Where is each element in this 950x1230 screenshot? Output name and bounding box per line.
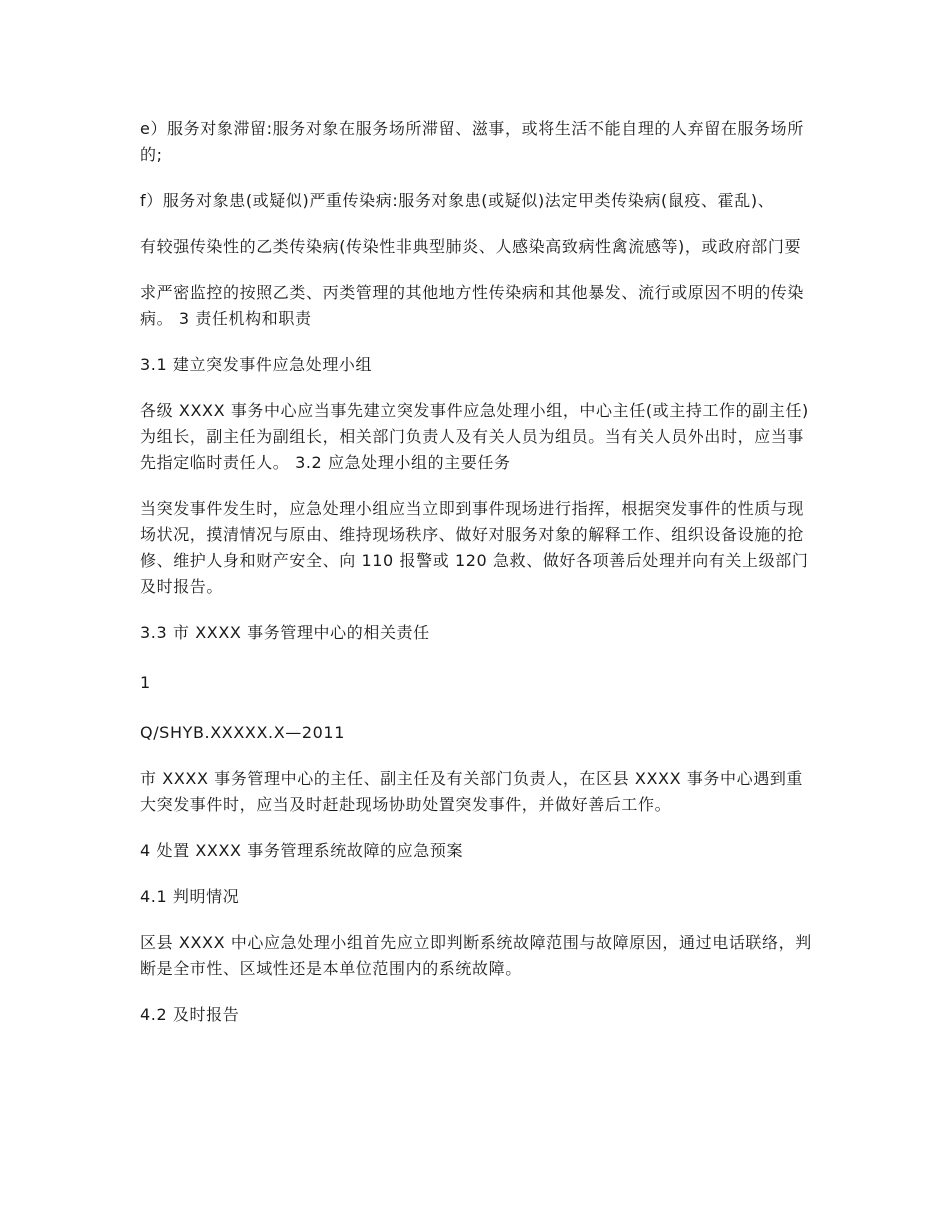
heading-4-2: 4.2 及时报告 xyxy=(140,1005,240,1024)
paragraph-f-infectious-disease: f）服务对象患(或疑似)严重传染病:服务对象患(或疑似)法定甲类传染病(鼠疫、霍乱)、 xyxy=(140,191,775,210)
heading-4: 4 处置 XXXX 事务管理系统故障的应急预案 xyxy=(140,841,464,860)
paragraph-e-service-object-stay: e）服务对象滞留:服务对象在服务场所滞留、滋事，或将生活不能自理的人弃留在服务场所的; xyxy=(140,119,804,164)
paragraph-class-b-disease: 有较强传染性的乙类传染病(传染性非典型肺炎、人感染高致病性禽流感等)，或政府部门要 xyxy=(140,237,802,256)
document-page xyxy=(140,116,812,1028)
heading-3-1: 3.1 建立突发事件应急处理小组 xyxy=(140,355,373,374)
heading-4-1: 4.1 判明情况 xyxy=(140,887,240,906)
paragraph-emergency-team: 各级 XXXX 事务中心应当事先建立突发事件应急处理小组，中心主任(或主持工作的副主任)为组长，副主任为副组长，相关部门负责人及有关人员为组员。当有关人员外出时，应当事先指定临时责任人。 3.2 应急处理小组的主要任务 xyxy=(140,401,809,472)
page-number: 1 xyxy=(140,673,151,692)
heading-3-3: 3.3 市 XXXX 事务管理中心的相关责任 xyxy=(140,623,430,642)
paragraph-team-tasks: 当突发事件发生时，应急处理小组应当立即到事件现场进行指挥，根据突发事件的性质与现场状况，摸清情况与原由、维持现场秩序、做好对服务对象的解释工作、组织设备设施的抢修、维护人身和财产安全、向 110 报警或 120 急救、做好各项善后处理并向有关上级部门及时报告。 xyxy=(140,499,809,596)
paragraph-strict-monitoring: 求严密监控的按照乙类、丙类管理的其他地方性传染病和其他暴发、流行或原因不明的传染病。 3 责任机构和职责 xyxy=(140,283,805,328)
paragraph-city-center-duty: 市 XXXX 事务管理中心的主任、副主任及有关部门负责人，在区县 XXXX 事务中心遇到重大突发事件时，应当及时赶赴现场协助处置突发事件，并做好善后工作。 xyxy=(140,769,804,814)
document-code: Q/SHYB.XXXXX.X—2011 xyxy=(140,723,345,742)
paragraph-judge-fault: 区县 XXXX 中心应急处理小组首先应立即判断系统故障范围与故障原因，通过电话联络，判断是全市性、区域性还是本单位范围内的系统故障。 xyxy=(140,933,812,978)
